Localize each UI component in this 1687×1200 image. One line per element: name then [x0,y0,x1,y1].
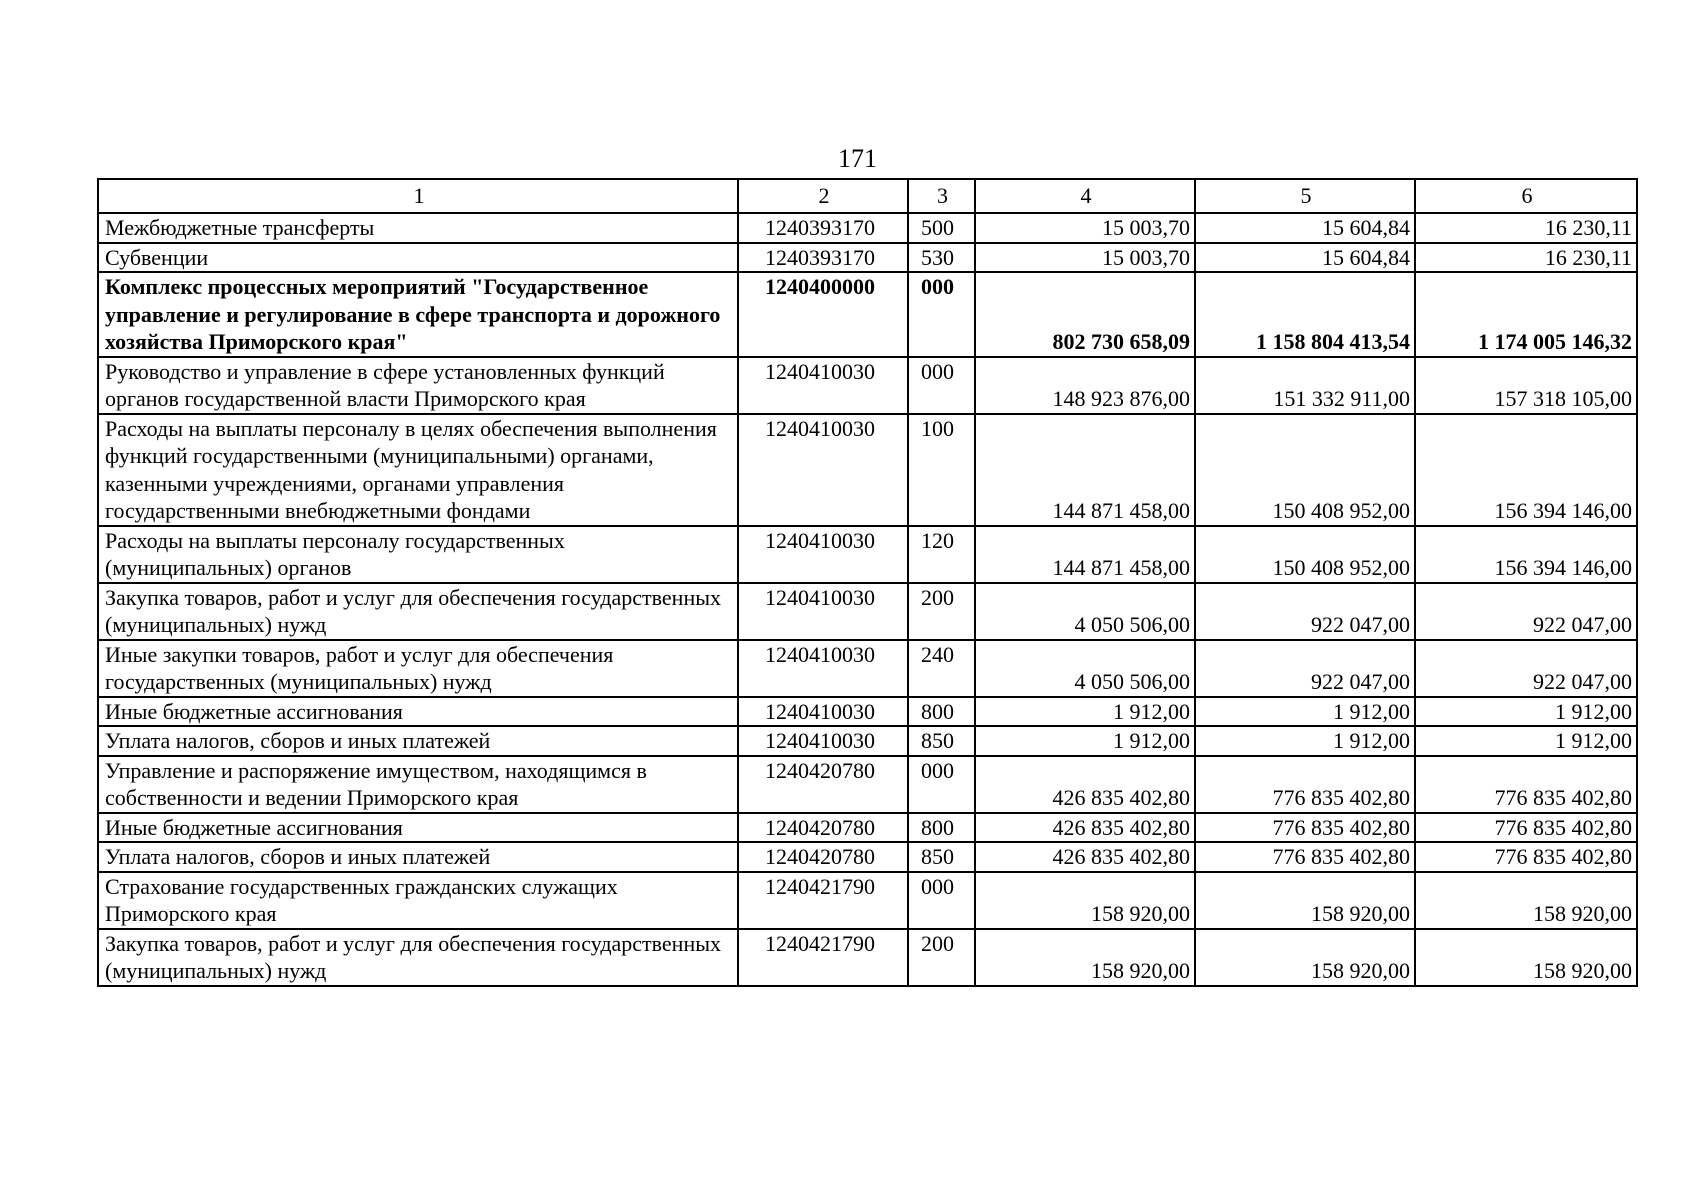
row-value-5-cell: 150 408 952,00 [1195,414,1415,526]
row-value-6-cell: 157 318 105,00 [1415,357,1637,414]
row-type-cell: 800 [908,697,975,727]
row-name-cell: Иные закупки товаров, работ и услуг для обеспечения государственных (муниципальных) нужд [98,640,738,697]
row-value-6-cell: 16 230,11 [1415,213,1637,243]
row-type-cell: 100 [908,414,975,526]
row-value-5-cell: 151 332 911,00 [1195,357,1415,414]
row-code-cell: 1240410030 [738,414,908,526]
row-name-cell: Иные бюджетные ассигнования [98,697,738,727]
table-row [98,813,1637,843]
row-code-cell: 1240400000 [738,272,908,357]
table-row [98,414,1637,526]
row-value-4-cell: 144 871 458,00 [975,526,1195,583]
row-name-cell: Руководство и управление в сфере установленных функций органов государственной власти Приморского края [98,357,738,414]
row-code-cell: 1240420780 [738,842,908,872]
row-value-5-cell: 1 158 804 413,54 [1195,272,1415,357]
table-row [98,756,1637,813]
table-header-row [98,179,1637,213]
column-header-1: 1 [98,179,738,213]
table-row [98,583,1637,640]
row-value-5-cell: 158 920,00 [1195,929,1415,986]
row-code-cell: 1240421790 [738,929,908,986]
table-row [98,272,1637,357]
column-header-2: 2 [738,179,908,213]
row-value-5-cell: 776 835 402,80 [1195,842,1415,872]
row-value-4-cell: 4 050 506,00 [975,640,1195,697]
row-type-cell: 000 [908,357,975,414]
row-value-4-cell: 1 912,00 [975,697,1195,727]
row-name-cell: Страхование государственных гражданских служащих Приморского края [98,872,738,929]
row-type-cell: 800 [908,813,975,843]
row-value-6-cell: 156 394 146,00 [1415,526,1637,583]
row-value-4-cell: 158 920,00 [975,929,1195,986]
table-row [98,640,1637,697]
row-value-4-cell: 144 871 458,00 [975,414,1195,526]
row-type-cell: 500 [908,213,975,243]
row-name-cell: Закупка товаров, работ и услуг для обеспечения государственных (муниципальных) нужд [98,929,738,986]
row-name-cell: Комплекс процессных мероприятий "Государственное управление и регулирование в сфере транспорта и дорожного хозяйства Приморского края" [98,272,738,357]
row-type-cell: 240 [908,640,975,697]
row-value-5-cell: 150 408 952,00 [1195,526,1415,583]
column-header-3: 3 [908,179,975,213]
row-type-cell: 120 [908,526,975,583]
row-name-cell: Расходы на выплаты персоналу в целях обеспечения выполнения функций государственными (муниципальными) органами, казенными учреждениями, органами управления государственными внебюджетными фондами [98,414,738,526]
table-row [98,357,1637,414]
row-name-cell: Закупка товаров, работ и услуг для обеспечения государственных (муниципальных) нужд [98,583,738,640]
row-type-cell: 850 [908,726,975,756]
row-value-4-cell: 802 730 658,09 [975,272,1195,357]
row-value-5-cell: 158 920,00 [1195,872,1415,929]
row-value-6-cell: 158 920,00 [1415,872,1637,929]
table-row [98,243,1637,273]
column-header-6: 6 [1415,179,1637,213]
row-code-cell: 1240420780 [738,756,908,813]
row-value-6-cell: 922 047,00 [1415,640,1637,697]
row-value-4-cell: 15 003,70 [975,213,1195,243]
row-value-5-cell: 15 604,84 [1195,243,1415,273]
row-value-5-cell: 922 047,00 [1195,640,1415,697]
row-name-cell: Иные бюджетные ассигнования [98,813,738,843]
table-row [98,872,1637,929]
row-value-6-cell: 16 230,11 [1415,243,1637,273]
table-row [98,726,1637,756]
row-value-6-cell: 776 835 402,80 [1415,756,1637,813]
row-type-cell: 530 [908,243,975,273]
row-value-4-cell: 4 050 506,00 [975,583,1195,640]
table-row [98,526,1637,583]
row-value-6-cell: 922 047,00 [1415,583,1637,640]
row-code-cell: 1240410030 [738,357,908,414]
row-value-6-cell: 1 912,00 [1415,697,1637,727]
table-row [98,213,1637,243]
row-value-4-cell: 158 920,00 [975,872,1195,929]
row-name-cell: Уплата налогов, сборов и иных платежей [98,842,738,872]
row-code-cell: 1240410030 [738,583,908,640]
page-number: 171 [838,144,877,173]
row-name-cell: Управление и распоряжение имуществом, находящимся в собственности и ведении Приморского края [98,756,738,813]
row-type-cell: 000 [908,272,975,357]
row-code-cell: 1240393170 [738,243,908,273]
row-type-cell: 000 [908,756,975,813]
row-value-4-cell: 148 923 876,00 [975,357,1195,414]
row-code-cell: 1240410030 [738,640,908,697]
budget-table [97,178,1638,987]
row-type-cell: 200 [908,583,975,640]
table-row [98,697,1637,727]
row-code-cell: 1240393170 [738,213,908,243]
row-value-6-cell: 1 912,00 [1415,726,1637,756]
row-value-5-cell: 776 835 402,80 [1195,756,1415,813]
row-value-5-cell: 776 835 402,80 [1195,813,1415,843]
row-value-5-cell: 922 047,00 [1195,583,1415,640]
row-name-cell: Расходы на выплаты персоналу государственных (муниципальных) органов [98,526,738,583]
row-code-cell: 1240410030 [738,526,908,583]
row-code-cell: 1240410030 [738,697,908,727]
row-value-6-cell: 158 920,00 [1415,929,1637,986]
row-name-cell: Межбюджетные трансферты [98,213,738,243]
row-type-cell: 000 [908,872,975,929]
row-value-4-cell: 426 835 402,80 [975,813,1195,843]
row-name-cell: Субвенции [98,243,738,273]
row-value-4-cell: 426 835 402,80 [975,842,1195,872]
row-value-6-cell: 776 835 402,80 [1415,813,1637,843]
row-value-4-cell: 15 003,70 [975,243,1195,273]
row-code-cell: 1240420780 [738,813,908,843]
row-value-6-cell: 776 835 402,80 [1415,842,1637,872]
row-code-cell: 1240421790 [738,872,908,929]
column-header-4: 4 [975,179,1195,213]
row-value-5-cell: 1 912,00 [1195,697,1415,727]
column-header-5: 5 [1195,179,1415,213]
row-value-4-cell: 426 835 402,80 [975,756,1195,813]
row-type-cell: 850 [908,842,975,872]
row-type-cell: 200 [908,929,975,986]
row-name-cell: Уплата налогов, сборов и иных платежей [98,726,738,756]
table-row [98,842,1637,872]
table-row [98,929,1637,986]
row-value-6-cell: 1 174 005 146,32 [1415,272,1637,357]
row-value-4-cell: 1 912,00 [975,726,1195,756]
row-value-5-cell: 15 604,84 [1195,213,1415,243]
row-code-cell: 1240410030 [738,726,908,756]
row-value-5-cell: 1 912,00 [1195,726,1415,756]
row-value-6-cell: 156 394 146,00 [1415,414,1637,526]
